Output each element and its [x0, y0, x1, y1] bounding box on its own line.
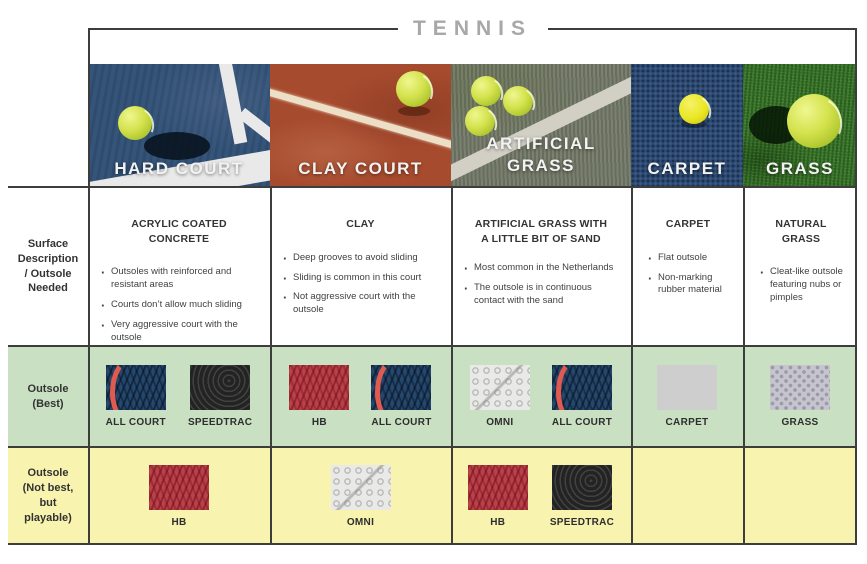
swatch-label: HB — [490, 516, 506, 528]
tennis-ball-icon — [465, 106, 495, 136]
bullet-item: · Outsoles with reinforced and resistant areas — [100, 266, 258, 292]
bullet-item: · Sliding is common in this court — [282, 272, 439, 285]
row-label-playable: Outsole (Not best, but playable) — [22, 467, 74, 524]
surface-title: NATURAL GRASS — [775, 218, 827, 245]
row-label-best: Outsole (Best) — [27, 382, 69, 410]
outsole-option — [331, 465, 391, 528]
tennis-ball-icon — [396, 71, 432, 107]
column-divider-1 — [270, 187, 272, 545]
tennis-ball-icon — [787, 94, 841, 148]
swatch-label: HB — [311, 417, 327, 428]
playable-outsoles-carpet — [631, 447, 743, 545]
carpet-outsole-swatch — [657, 365, 717, 410]
playable-outsoles-artificial-grass — [451, 447, 631, 545]
omni-outsole-swatch — [470, 365, 530, 410]
column-divider-4 — [743, 187, 745, 545]
outsole-option — [470, 365, 530, 428]
header-image-carpet — [631, 64, 743, 187]
omni-outsole-swatch — [331, 465, 391, 510]
swatch-label: CARPET — [665, 417, 709, 428]
surface-bullets — [282, 252, 439, 317]
playable-outsoles-grass — [743, 447, 857, 545]
outsole-option — [552, 365, 612, 428]
speedtrac-outsole-swatch — [552, 465, 612, 510]
playable-outsoles-clay — [270, 447, 451, 545]
column-divider-3 — [631, 187, 633, 545]
all-court-outsole-swatch — [106, 365, 166, 410]
surface-bullets — [463, 262, 619, 307]
surface-bullets — [759, 266, 843, 304]
all-court-outsole-swatch — [371, 365, 431, 410]
outsole-option — [371, 365, 431, 428]
speedtrac-outsole-swatch — [190, 365, 250, 410]
surface-description-artificial-grass — [451, 187, 631, 346]
right-border — [855, 28, 857, 545]
surface-description-carpet — [631, 187, 743, 346]
swatch-label: ALL COURT — [105, 417, 166, 428]
surface-title: ARTIFICIAL GRASS WITH A LITTLE BIT OF SAND — [474, 218, 608, 245]
left-border — [88, 28, 90, 545]
surface-bullets — [647, 252, 729, 297]
outsole-option — [657, 365, 717, 428]
hb-outsole-swatch — [149, 465, 209, 510]
column-header: GRASS — [766, 158, 834, 178]
surface-description-grass — [743, 187, 857, 346]
outsole-option — [106, 365, 166, 428]
surface-title: CLAY — [346, 218, 375, 230]
row-divider-2 — [8, 345, 857, 347]
page-title: TENNIS — [412, 17, 532, 40]
row-divider-1 — [8, 186, 857, 188]
outsole-option — [770, 365, 830, 428]
surface-title: CARPET — [665, 218, 711, 230]
outsole-option — [550, 465, 614, 528]
bullet-item: · Non-marking rubber material — [647, 272, 729, 298]
row-divider-3 — [8, 446, 857, 448]
hb-outsole-swatch — [289, 365, 349, 410]
best-outsoles-artificial-grass — [451, 346, 631, 447]
column-header: ARTIFICIAL GRASS — [486, 133, 596, 175]
outsole-option — [149, 465, 209, 528]
all-court-outsole-swatch — [552, 365, 612, 410]
swatch-label: HB — [171, 516, 187, 528]
outsole-option — [188, 365, 252, 428]
swatch-label: OMNI — [346, 516, 375, 528]
swatch-label: SPEEDTRAC — [187, 417, 253, 428]
tennis-ball-icon — [503, 86, 533, 116]
swatch-label: ALL COURT — [551, 417, 613, 428]
row-label-surface: Surface Description / Outsole Needed — [17, 237, 79, 295]
bullet-item: · Courts don’t allow much sliding — [100, 299, 258, 312]
bullet-item: · Flat outsole — [647, 252, 729, 265]
grass-outsole-swatch — [770, 365, 830, 410]
header-image-grass — [743, 64, 857, 187]
column-header: HARD COURT — [114, 158, 244, 178]
best-outsoles-hard-court — [88, 346, 270, 447]
header-image-artificial-grass — [451, 64, 631, 187]
surface-description-clay — [270, 187, 451, 346]
outsole-option — [468, 465, 528, 528]
surface-bullets — [100, 266, 258, 344]
tennis-ball-icon — [679, 94, 709, 124]
column-header: CLAY COURT — [298, 158, 423, 178]
surface-description-hard-court — [88, 187, 270, 346]
swatch-label: ALL COURT — [371, 417, 432, 428]
column-header: CARPET — [647, 158, 727, 178]
swatch-label: GRASS — [781, 417, 819, 428]
best-outsoles-carpet — [631, 346, 743, 447]
header-image-hard-court — [88, 64, 270, 187]
outsole-option — [289, 365, 349, 428]
tennis-ball-icon — [471, 76, 501, 106]
best-outsoles-grass — [743, 346, 857, 447]
surface-title: ACRYLIC COATED CONCRETE — [131, 218, 227, 245]
playable-outsoles-hard-court — [88, 447, 270, 545]
bullet-item: · Cleat-like outsole featuring nubs or pimples — [759, 266, 843, 304]
ball-shadow — [144, 132, 210, 160]
court-line — [218, 64, 248, 144]
tennis-ball-icon — [118, 106, 152, 140]
swatch-label: OMNI — [486, 417, 514, 428]
header-image-clay-court — [270, 64, 451, 187]
bullet-item: · Deep grooves to avoid sliding — [282, 252, 439, 265]
column-divider-2 — [451, 187, 453, 545]
hb-outsole-swatch — [468, 465, 528, 510]
best-outsoles-clay — [270, 346, 451, 447]
bottom-border — [8, 543, 857, 545]
swatch-label: SPEEDTRAC — [549, 516, 615, 528]
bullet-item: · Not aggressive court with the outsole — [282, 291, 439, 317]
bullet-item: · The outsole is in continuous contact with the sand — [463, 282, 619, 308]
bullet-item: · Very aggressive court with the outsole — [100, 319, 258, 345]
bullet-item: · Most common in the Netherlands — [463, 262, 619, 275]
